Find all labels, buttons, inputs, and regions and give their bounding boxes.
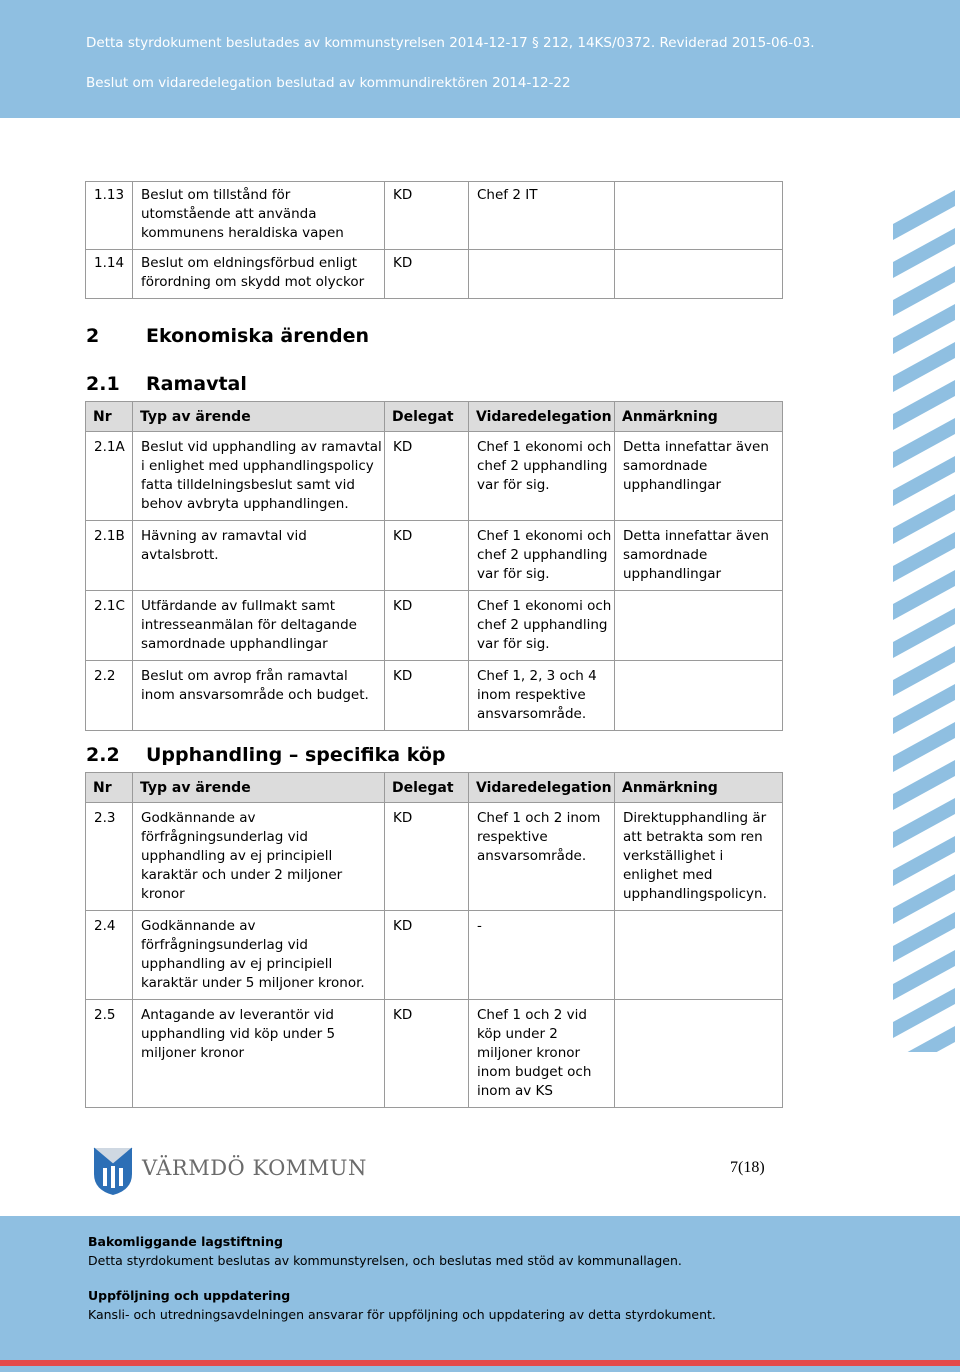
- cell-vidare: [469, 250, 615, 299]
- cell-nr: 2.1C: [86, 591, 133, 661]
- section-title: Ekonomiska ärenden: [146, 325, 370, 347]
- header-vidare: Vidaredelegation: [469, 773, 615, 803]
- decorative-triangle: [893, 418, 955, 468]
- header-vidare: Vidaredelegation: [469, 402, 615, 432]
- footer-text-followup: Kansli- och utredningsavdelningen ansvarar för uppföljning och uppdatering av detta styrdokument.: [88, 1307, 716, 1322]
- banner-line-1: Detta styrdokument beslutades av kommunstyrelsen 2014-12-17 § 212, 14KS/0372. Reviderad 2015-06-03.: [86, 35, 815, 51]
- decorative-triangle: [893, 988, 955, 1038]
- decorative-triangle: [893, 874, 955, 924]
- cell-anm: Detta innefattar även samordnade upphandlingar: [615, 521, 783, 591]
- section-heading-2-1: [86, 373, 247, 395]
- cell-delegat: KD: [385, 250, 469, 299]
- header-typ: Typ av ärende: [133, 773, 385, 803]
- cell-nr: 2.3: [86, 803, 133, 911]
- decorative-triangle: [893, 798, 955, 848]
- table-row: [86, 521, 783, 591]
- table-header-row: [86, 402, 783, 432]
- cell-anm: Direktupphandling är att betrakta som ren verkställighet i enlighet med upphandlingspolicyn.: [615, 803, 783, 911]
- footer-banner: [0, 1216, 960, 1372]
- page-number: 7(18): [730, 1159, 765, 1176]
- footer-accent-line: [0, 1360, 960, 1366]
- decorative-triangle: [893, 304, 955, 354]
- cell-vidare: Chef 1 ekonomi och chef 2 upphandling var för sig.: [469, 432, 615, 521]
- section-number: 2.1: [86, 373, 120, 395]
- table-row: [86, 911, 783, 1000]
- header-nr: Nr: [86, 402, 133, 432]
- cell-anm: Detta innefattar även samordnade upphandlingar: [615, 432, 783, 521]
- cell-typ: Antagande av leverantör vid upphandling vid köp under 5 miljoner kronor: [133, 1000, 385, 1108]
- section-number: 2: [86, 325, 100, 347]
- table-row: [86, 591, 783, 661]
- decorative-triangle: [893, 570, 955, 620]
- decorative-triangle: [893, 380, 955, 430]
- banner-line-2: Beslut om vidaredelegation beslutad av kommundirektören 2014-12-22: [86, 75, 571, 91]
- cell-vidare: Chef 1 ekonomi och chef 2 upphandling var för sig.: [469, 521, 615, 591]
- cell-nr: 2.5: [86, 1000, 133, 1108]
- decorative-triangle: [893, 836, 955, 886]
- section-heading-2: [86, 325, 369, 347]
- section-number: 2.2: [86, 744, 120, 766]
- cell-anm: [615, 661, 783, 731]
- cell-delegat: KD: [385, 182, 469, 250]
- header-nr: Nr: [86, 773, 133, 803]
- cell-anm: [615, 591, 783, 661]
- decorative-triangle: [893, 266, 955, 316]
- footer-heading-followup: Uppföljning och uppdatering: [88, 1288, 291, 1303]
- header-delegat: Delegat: [385, 402, 469, 432]
- cell-typ: Beslut om avrop från ramavtal inom ansvarsområde och budget.: [133, 661, 385, 731]
- header-delegat: Delegat: [385, 773, 469, 803]
- table-row: [86, 250, 783, 299]
- cell-typ: Beslut om eldningsförbud enligt förordning om skydd mot olyckor: [133, 250, 385, 299]
- cell-nr: 1.13: [86, 182, 133, 250]
- top-delegation-table: [85, 181, 783, 299]
- cell-delegat: KD: [385, 521, 469, 591]
- ramavtal-table: [85, 401, 783, 731]
- table-header-row: [86, 773, 783, 803]
- decorative-triangle: [893, 342, 955, 392]
- decorative-triangle: [893, 532, 955, 582]
- cell-nr: 2.4: [86, 911, 133, 1000]
- section-title: Upphandling – specifika köp: [146, 744, 446, 766]
- cell-anm: [615, 911, 783, 1000]
- table-row: [86, 432, 783, 521]
- cell-typ: Godkännande av förfrågningsunderlag vid upphandling av ej principiell karaktär och under 2 miljoner kronor: [133, 803, 385, 911]
- top-banner: [0, 0, 960, 118]
- upphandling-table: [85, 772, 783, 1108]
- table-row: [86, 182, 783, 250]
- cell-vidare: Chef 1 ekonomi och chef 2 upphandling var för sig.: [469, 591, 615, 661]
- header-anm: Anmärkning: [615, 773, 783, 803]
- section-heading-2-2: [86, 744, 446, 766]
- decorative-triangle: [893, 646, 955, 696]
- logo-text: VÄRMDÖ KOMMUN: [142, 1156, 367, 1180]
- cell-typ: Utfärdande av fullmakt samt intresseanmälan för deltagande samordnade upphandlingar: [133, 591, 385, 661]
- cell-nr: 2.1B: [86, 521, 133, 591]
- table-row: [86, 803, 783, 911]
- cell-nr: 1.14: [86, 250, 133, 299]
- cell-vidare: Chef 1 och 2 inom respektive ansvarsområde.: [469, 803, 615, 911]
- cell-anm: [615, 1000, 783, 1108]
- decorative-triangle: [893, 494, 955, 544]
- decorative-triangle: [893, 684, 955, 734]
- cell-vidare: Chef 2 IT: [469, 182, 615, 250]
- decorative-triangle: [893, 912, 955, 962]
- cell-nr: 2.2: [86, 661, 133, 731]
- cell-delegat: KD: [385, 1000, 469, 1108]
- cell-typ: Beslut om tillstånd för utomstående att använda kommunens heraldiska vapen: [133, 182, 385, 250]
- decorative-triangle: [893, 950, 955, 1000]
- cell-vidare: Chef 1 och 2 vid köp under 2 miljoner kronor inom budget och inom av KS: [469, 1000, 615, 1108]
- cell-delegat: KD: [385, 591, 469, 661]
- decorative-triangle: [893, 760, 955, 810]
- cell-typ: Hävning av ramavtal vid avtalsbrott.: [133, 521, 385, 591]
- coat-of-arms-logo: [92, 1146, 134, 1196]
- cell-anm: [615, 182, 783, 250]
- decorative-triangle: [893, 722, 955, 772]
- footer-heading-legislation: Bakomliggande lagstiftning: [88, 1234, 283, 1249]
- decorative-triangle: [893, 456, 955, 506]
- section-title: Ramavtal: [146, 373, 247, 395]
- cell-anm: [615, 250, 783, 299]
- header-anm: Anmärkning: [615, 402, 783, 432]
- cell-delegat: KD: [385, 803, 469, 911]
- footer-text-legislation: Detta styrdokument beslutas av kommunstyrelsen, och beslutas med stöd av kommunallagen.: [88, 1253, 682, 1268]
- cell-typ: Godkännande av förfrågningsunderlag vid upphandling av ej principiell karaktär under 5 miljoner kronor.: [133, 911, 385, 1000]
- cell-typ: Beslut vid upphandling av ramavtal i enlighet med upphandlingspolicy fatta tilldelningsbeslut samt vid behov avbryta upphandlingen.: [133, 432, 385, 521]
- table-row: [86, 1000, 783, 1108]
- decorative-triangles: [893, 190, 955, 1052]
- cell-delegat: KD: [385, 432, 469, 521]
- decorative-triangle: [893, 190, 955, 240]
- cell-vidare: Chef 1, 2, 3 och 4 inom respektive ansvarsområde.: [469, 661, 615, 731]
- cell-delegat: KD: [385, 661, 469, 731]
- header-typ: Typ av ärende: [133, 402, 385, 432]
- table-row: [86, 661, 783, 731]
- decorative-triangle: [893, 608, 955, 658]
- cell-delegat: KD: [385, 911, 469, 1000]
- cell-vidare: -: [469, 911, 615, 1000]
- decorative-triangle: [893, 228, 955, 278]
- cell-nr: 2.1A: [86, 432, 133, 521]
